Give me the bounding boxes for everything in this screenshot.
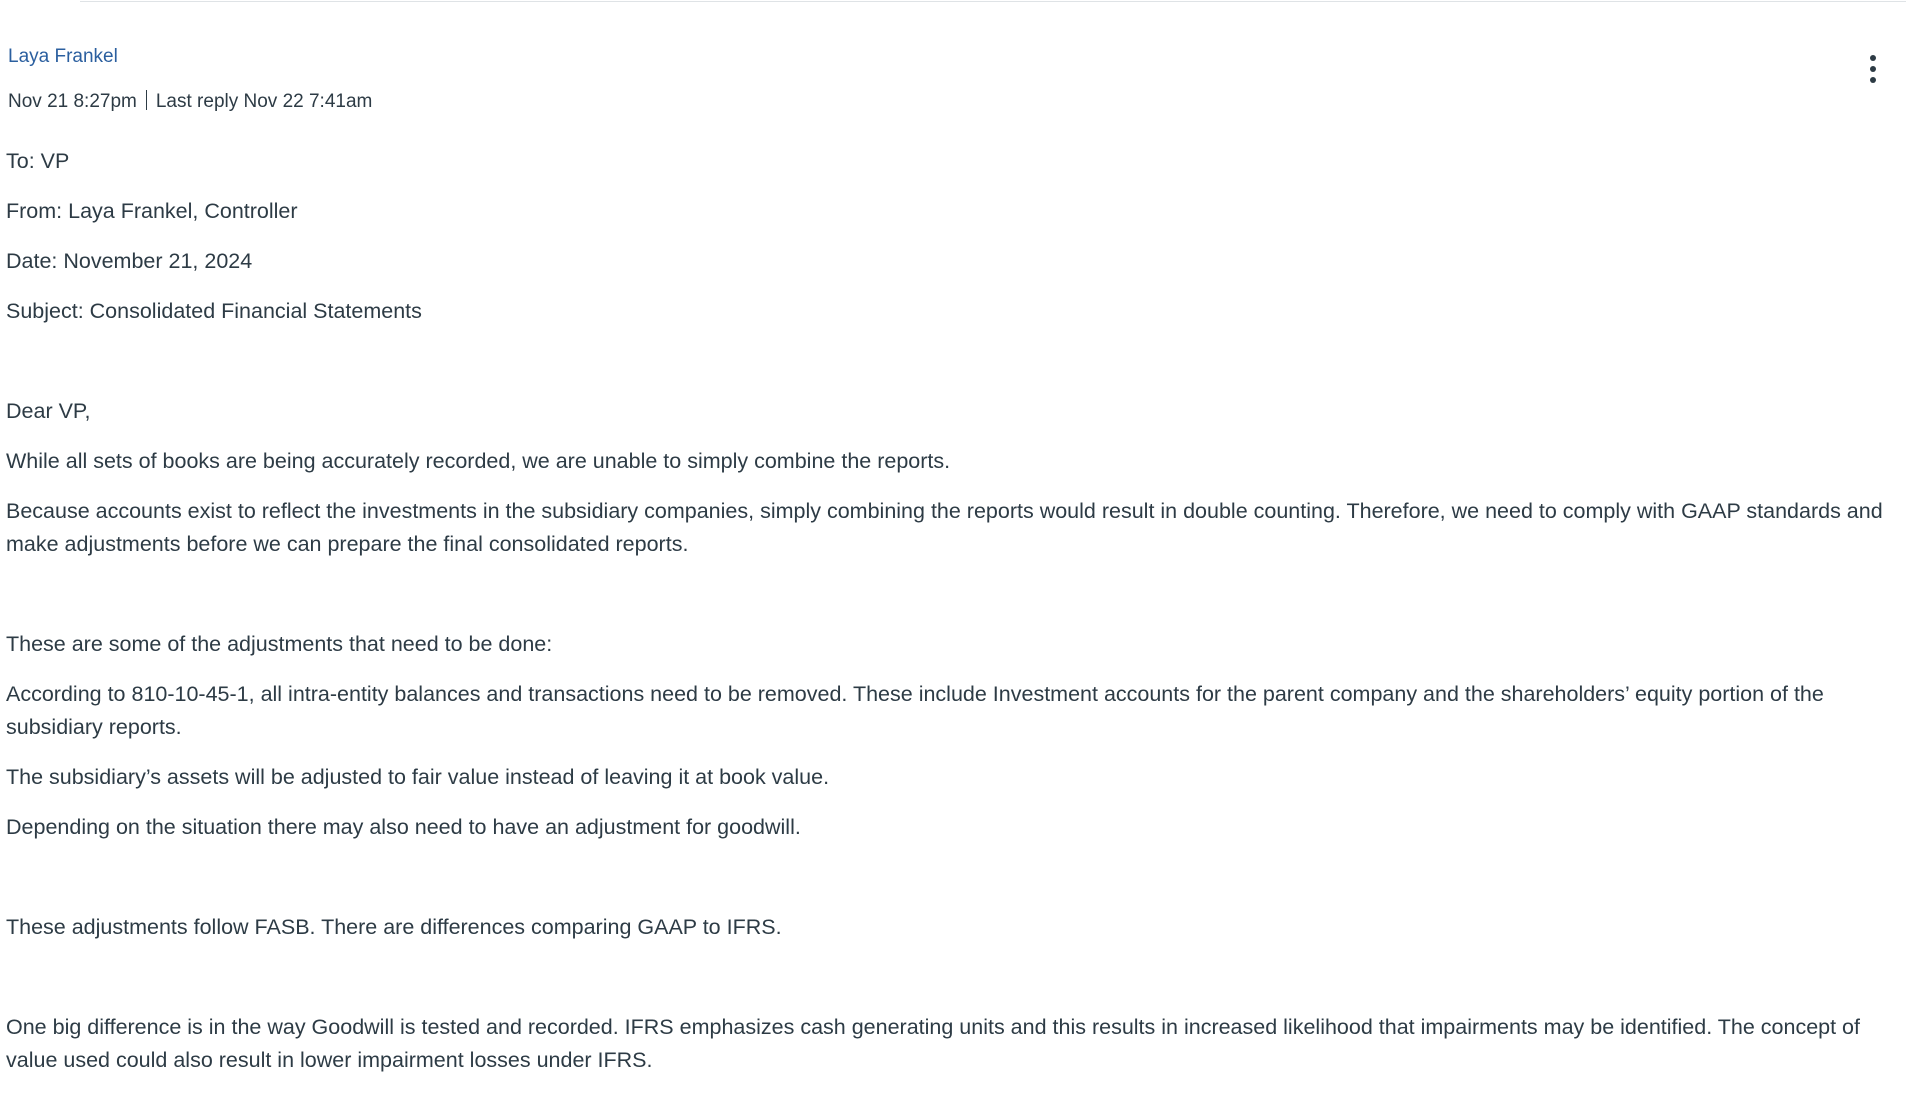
memo-greeting: Dear VP, xyxy=(6,399,91,423)
author-link[interactable]: Laya Frankel xyxy=(8,46,118,67)
memo-paragraph: Because accounts exist to reflect the investments in the subsidiary companies, simply combining the reports would result in double counting. Therefore, we need to comply with GAAP standards and make adjustments before we can prepare the final consolidated reports. xyxy=(6,499,1883,556)
memo-paragraph: These are some of the adjustments that need to be done: xyxy=(6,632,553,656)
blank-line xyxy=(6,861,1896,894)
blank-line xyxy=(6,345,1896,378)
post-meta xyxy=(8,90,372,113)
memo-subject: Subject: Consolidated Financial Statements xyxy=(6,299,422,323)
memo-to: To: VP xyxy=(6,149,70,173)
memo-paragraph: The subsidiary’s assets will be adjusted to fair value instead of leaving it at book value. xyxy=(6,765,830,789)
memo-from: From: Laya Frankel, Controller xyxy=(6,199,298,223)
memo-paragraph: According to 810-10-45-1, all intra-entity balances and transactions need to be removed. These include Investment accounts for the parent company and the shareholders’ equity portion of the subsidiary reports. xyxy=(6,682,1824,739)
memo-paragraph: Depending on the situation there may also need to have an adjustment for goodwill. xyxy=(6,815,801,839)
memo-paragraph: These adjustments follow FASB. There are differences comparing GAAP to IFRS. xyxy=(6,915,782,939)
meta-separator xyxy=(146,90,147,110)
more-vertical-icon[interactable] xyxy=(1860,52,1886,86)
memo-paragraph: One big difference is in the way Goodwill is tested and recorded. IFRS emphasizes cash generating units and this results in increased likelihood that impairments may be identified. The concept of value used could also result in lower impairment losses under IFRS. xyxy=(6,1015,1860,1072)
memo-date: Date: November 21, 2024 xyxy=(6,249,253,273)
post-body xyxy=(6,145,1896,1094)
blank-line xyxy=(6,961,1896,994)
blank-line xyxy=(6,578,1896,611)
memo-paragraph: While all sets of books are being accurately recorded, we are unable to simply combine the reports. xyxy=(6,449,951,473)
last-reply-time: Last reply Nov 22 7:41am xyxy=(155,91,373,112)
posted-time: Nov 21 8:27pm xyxy=(8,91,137,112)
